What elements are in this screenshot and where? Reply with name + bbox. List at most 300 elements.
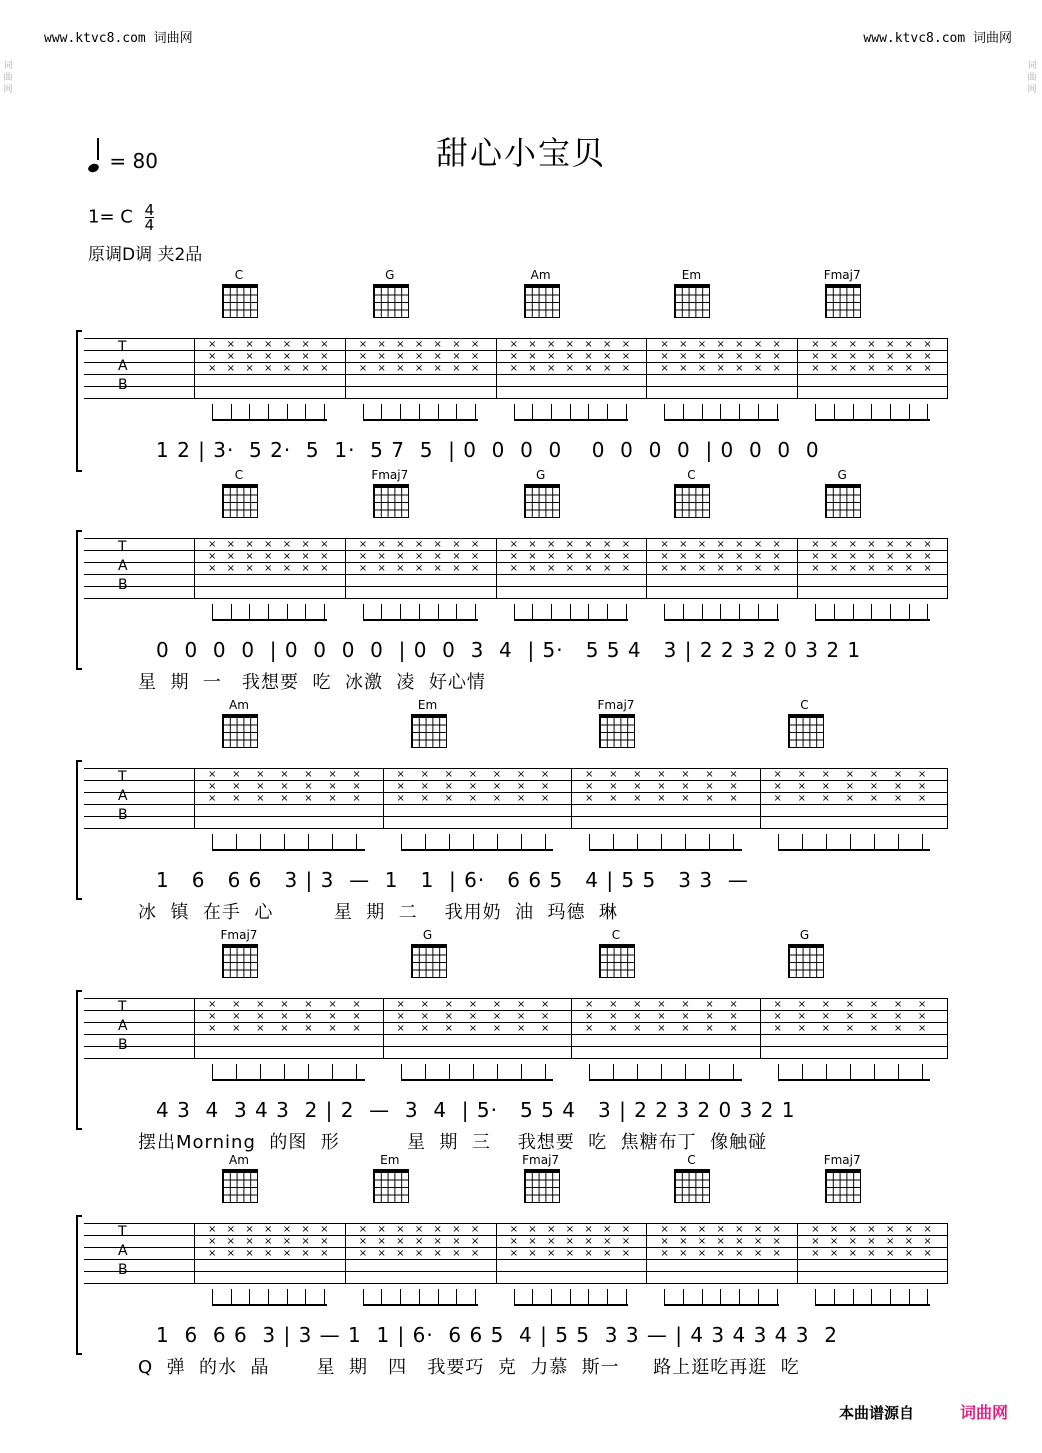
chord-diagram [373,284,409,318]
chord-name: G [837,468,847,482]
strum-mark: × × × [821,769,831,804]
rhythm-stem [514,1289,515,1305]
rhythm-beam [212,619,327,621]
chord-name: C [611,928,621,942]
rhythm-stem [909,404,910,420]
strum-mark: × × × [603,1224,612,1259]
bar-line [383,768,384,828]
rhythm-stem [777,604,778,620]
rhythm-stem [871,604,872,620]
strum-mark: × × × [352,999,361,1034]
rhythm-stem [626,604,627,620]
rhythm-stem [287,604,288,620]
chord-diagram [524,1169,560,1203]
rhythm-stem [733,1064,734,1080]
strum-mark: × × × [546,1224,556,1259]
strum-mark: × × × [320,339,329,374]
rhythm-stem [212,1064,213,1080]
rhythm-stem [588,404,589,420]
rhythm-stem [815,604,816,620]
rhythm-stem [381,404,382,420]
rhythm-stem [874,834,875,850]
strum-mark: × × × [226,339,236,374]
strum-mark: × × × [470,1224,480,1259]
rhythm-stem [449,834,450,850]
key-signature [88,203,154,232]
chord-name: Fmaj7 [823,268,861,282]
strum-mark: × × × [245,339,254,374]
rhythm-stem [363,404,364,420]
rhythm-stem [778,1064,779,1080]
rhythm-stem [212,604,213,620]
rhythm-stem [497,834,498,850]
bar-line [646,538,647,598]
bar-line [571,768,572,828]
score-system [76,268,948,480]
strum-mark: × × × [433,339,442,374]
rhythm-stem [661,834,662,850]
rhythm-stem [419,1289,420,1305]
rhythm-stem [702,604,703,620]
tab-staff-line [84,1046,948,1047]
rhythm-stem [834,604,835,620]
tab-staff-line [84,816,948,817]
rhythm-stem [356,1064,357,1080]
rhythm-stem [613,834,614,850]
strum-mark: × × × [621,1224,631,1259]
rhythm-stem [438,404,439,420]
strum-mark: × × × [917,769,927,804]
rhythm-beam [514,419,629,421]
footer-source: 本曲谱源自 [838,1404,914,1422]
bar-line [797,1223,798,1283]
rhythm-stem [473,1064,474,1080]
rhythm-stem [551,604,552,620]
chord-name: C [687,1153,696,1167]
strum-mark: × × × [660,539,669,574]
rhythm-stem [456,404,457,420]
tab-staff-line [84,598,948,599]
bar-line [947,998,948,1058]
strum-mark: × × × [492,999,502,1034]
chord-diagram [222,1169,258,1203]
rhythm-stem [871,404,872,420]
strum-mark: × × × [603,539,612,574]
chord-name: G [385,268,395,282]
rhythm-stem [308,1064,309,1080]
strum-mark: × × × [584,1224,593,1259]
chord-diagram [411,714,447,748]
time-bottom: 4 [144,216,155,234]
chord-diagram [524,284,560,318]
rhythm-stem [400,1289,401,1305]
tab-clef-letter: A [118,558,128,574]
strum-mark: × × × [320,539,329,574]
rhythm-beam [514,619,629,621]
strum-mark: × × × [452,1224,461,1259]
strum-mark: × × × [377,539,386,574]
rhythm-stem [356,834,357,850]
chord-name: C [234,268,244,282]
strum-mark: × × × [358,1224,368,1259]
rhythm-stem [551,1289,552,1305]
rhythm-stem [514,404,515,420]
rhythm-stem [401,834,402,850]
tab-staff-line [84,828,948,829]
rhythm-stem [607,1289,608,1305]
strum-mark: × × × [301,1224,310,1259]
strum-mark: × × × [528,1224,537,1259]
rhythm-beam [212,1304,327,1306]
strum-mark: × × × [396,1224,405,1259]
strum-mark: × × × [753,1224,763,1259]
tab-clef-letter: B [118,1262,128,1278]
strum-mark: × × × [282,1224,292,1259]
strum-mark: × × × [735,339,744,374]
rhythm-stem [720,404,721,420]
strum-mark: × × × [829,539,839,574]
chord-diagram [599,944,635,978]
strum-mark: × × × [256,769,265,804]
rhythm-stem [834,1289,835,1305]
strum-mark: × × × [280,769,289,804]
rhythm-stem [545,1064,546,1080]
strum-mark: × × × [772,339,781,374]
rhythm-stem [308,834,309,850]
strum-mark: × × × [208,1224,217,1259]
strum-mark: × × × [414,339,424,374]
rhythm-stem [709,834,710,850]
rhythm-stem [758,604,759,620]
tab-clef-letter: A [118,788,128,804]
rhythm-stem [324,404,325,420]
rhythm-beam [212,849,365,851]
rhythm-stem [922,834,923,850]
tab-staff-line [84,398,948,399]
strum-mark: × × × [729,999,738,1034]
chord-diagram [825,284,861,318]
bar-line [760,998,761,1058]
chord-name: C [234,468,244,482]
lyric-line: 星 期 一 我想要 吃 冰激 凌 好心情 [138,672,486,693]
chord-name: G [422,928,433,942]
strum-mark: × × × [917,999,927,1034]
rhythm-stem [702,1289,703,1305]
tab-staff-line [84,1058,948,1059]
strum-mark: × × × [923,539,932,574]
strum-mark: × × × [904,339,914,374]
rhythm-stem [826,1064,827,1080]
rhythm-beam [815,419,930,421]
strum-mark: × × × [396,769,405,804]
strum-mark: × × × [893,999,903,1034]
strum-mark: × × × [893,769,903,804]
strum-mark: × × × [358,339,368,374]
rhythm-stem [231,1289,232,1305]
strum-mark: × × × [444,769,454,804]
rhythm-stem [589,834,590,850]
tab-clef-letter: T [118,999,127,1015]
rhythm-stem [400,604,401,620]
strum-mark: × × × [681,769,690,804]
strum-mark: × × × [282,539,292,574]
strum-mark: × × × [660,339,669,374]
chord-diagram [222,944,258,978]
rhythm-stem [607,604,608,620]
strum-mark: × × × [352,769,361,804]
rhythm-beam [363,419,478,421]
rhythm-stem [777,404,778,420]
strum-mark: × × × [540,769,550,804]
strum-mark: × × × [565,339,575,374]
strum-mark: × × × [452,339,461,374]
chord-name: Fmaj7 [371,468,409,482]
rhythm-stem [381,1289,382,1305]
chord-diagram [373,484,409,518]
chord-diagram [825,484,861,518]
rhythm-stem [853,1289,854,1305]
rhythm-beam [401,1079,554,1081]
rhythm-stem [613,1064,614,1080]
rhythm-beam [815,1304,930,1306]
rhythm-beam [401,849,554,851]
lyric-line: 摆出Morning 的图 形 星 期 三 我想要 吃 焦糖布丁 像触碰 [138,1132,768,1153]
strum-mark: × × × [679,539,688,574]
strum-mark: × × × [245,1224,254,1259]
tab-staff-line [84,1271,948,1272]
rhythm-stem [456,604,457,620]
strum-mark: × × × [328,769,337,804]
strum-mark: × × × [705,999,714,1034]
rhythm-stem [260,834,261,850]
header-right-url: www.ktvc8.com 词曲网 [863,31,1012,46]
rhythm-stem [532,604,533,620]
rhythm-stem [212,404,213,420]
rhythm-stem [607,404,608,420]
strum-mark: × × × [735,1224,744,1259]
jianpu-notation: 4 3 4 3 4 3 2 | 2 — 3 4 | 5· 5 5 4 3 | 2 2 3 2 0 3 2 1 [156,1098,796,1122]
rhythm-stem [425,834,426,850]
strum-mark: × × × [420,999,429,1034]
tempo-marking [88,146,158,173]
strum-mark: × × × [697,539,707,574]
rhythm-stem [363,604,364,620]
rhythm-stem [685,1064,686,1080]
rhythm-beam [664,619,779,621]
strum-mark: × × × [256,999,265,1034]
strum-mark: × × × [584,339,593,374]
rhythm-beam [363,1304,478,1306]
strum-mark: × × × [320,1224,329,1259]
rhythm-stem [626,1289,627,1305]
rhythm-stem [305,1289,306,1305]
score-system [76,468,948,693]
system-bracket [76,530,82,670]
rhythm-stem [236,834,237,850]
strum-mark: × × × [773,999,782,1034]
strum-mark: × × × [304,999,313,1034]
bar-line [496,338,497,398]
strum-mark: × × × [377,339,386,374]
strum-mark: × × × [845,769,855,804]
rhythm-stem [332,1064,333,1080]
tab-clef-letter: T [118,539,127,555]
bar-line [496,538,497,598]
rhythm-stem [231,404,232,420]
strum-mark: × × × [811,339,820,374]
footer-logo: 词曲网 [959,1403,1008,1422]
time-top: 4 [144,201,155,219]
tab-clef-letter: B [118,1037,128,1053]
rhythm-stem [332,834,333,850]
rhythm-stem [637,834,638,850]
strum-mark: × × × [584,539,593,574]
rhythm-stem [758,404,759,420]
chord-diagram [825,1169,861,1203]
strum-mark: × × × [848,539,857,574]
rhythm-stem [425,1064,426,1080]
system-bracket [76,760,82,900]
strum-mark: × × × [301,339,310,374]
rhythm-stem [419,604,420,620]
rhythm-stem [720,1289,721,1305]
quarter-note-stem [97,138,99,160]
rhythm-stem [419,404,420,420]
chord-name: C [687,468,696,482]
lyric-line: Q 弹 的水 晶 星 期 四 我要巧 克 力慕 斯一 路上逛吃再逛 吃 [138,1357,800,1378]
strum-mark: × × × [470,339,480,374]
strum-mark: × × × [697,1224,707,1259]
strum-mark: × × × [923,1224,932,1259]
rhythm-stem [927,1289,928,1305]
strum-mark: × × × [829,339,839,374]
strum-mark: × × × [885,539,895,574]
rhythm-stem [637,1064,638,1080]
strum-mark: × × × [565,539,575,574]
strum-mark: × × × [772,1224,781,1259]
chord-diagram [788,714,824,748]
system-bracket [76,330,82,472]
strum-mark: × × × [679,339,688,374]
rhythm-stem [739,404,740,420]
chord-diagram [599,714,635,748]
rhythm-stem [400,404,401,420]
strum-mark: × × × [848,1224,857,1259]
chord-name: C [800,698,809,712]
rhythm-stem [853,404,854,420]
rhythm-stem [268,404,269,420]
strum-mark: × × × [697,339,707,374]
strum-mark: × × × [208,539,217,574]
strum-mark: × × × [414,539,424,574]
rhythm-stem [874,1064,875,1080]
strum-mark: × × × [753,539,763,574]
strum-mark: × × × [546,339,556,374]
lyric-line: 冰 镇 在手 心 星 期 二 我用奶 油 玛德 琳 [138,902,618,923]
rhythm-stem [438,1289,439,1305]
strum-mark: × × × [716,539,725,574]
rhythm-stem [438,604,439,620]
strum-mark: × × × [660,1224,669,1259]
rhythm-stem [850,1064,851,1080]
chord-diagram [411,944,447,978]
strum-mark: × × × [226,1224,236,1259]
strum-mark: × × × [396,339,405,374]
bar-line [345,1223,346,1283]
strum-mark: × × × [867,339,876,374]
rhythm-stem [890,404,891,420]
chord-diagram [222,284,258,318]
rhythm-stem [551,404,552,420]
chord-name: Em [380,1153,400,1167]
rhythm-stem [260,1064,261,1080]
strum-mark: × × × [621,539,631,574]
rhythm-stem [664,604,665,620]
chord-name: Em [681,268,702,282]
rhythm-stem [626,404,627,420]
strum-mark: × × × [603,339,612,374]
tab-staff-line [84,386,948,387]
strum-mark: × × × [904,1224,914,1259]
bar-line [345,538,346,598]
strum-mark: × × × [304,769,313,804]
chord-name: Em [417,698,438,712]
rhythm-stem [212,834,213,850]
strum-mark: × × × [528,539,537,574]
rhythm-stem [449,1064,450,1080]
strum-mark: × × × [797,999,806,1034]
rhythm-stem [733,834,734,850]
jianpu-notation: 1 6 6 6 3 | 3 — 1 1 | 6· 6 6 5 4 | 5 5 3 3 — [156,868,749,892]
strum-mark: × × × [797,769,806,804]
tempo-value: = 80 [109,149,158,173]
chord-name: G [535,468,546,482]
rhythm-stem [909,604,910,620]
jianpu-notation: 0 0 0 0 | 0 0 0 0 | 0 0 3 4 | 5· 5 5 4 3 | 2 2 3 2 0 3 2 1 [156,638,862,662]
rhythm-stem [570,404,571,420]
jianpu-notation: 1 2 | 3· 5 2· 5 1· 5 7 5 | 0 0 0 0 0 0 0 0 | 0 0 0 0 [156,438,820,462]
strum-mark: × × × [516,999,526,1034]
strum-mark: × × × [885,1224,895,1259]
rhythm-stem [664,1289,665,1305]
rhythm-stem [324,1289,325,1305]
bar-line [947,768,948,828]
strum-mark: × × × [885,339,895,374]
strum-mark: × × × [280,999,289,1034]
rhythm-stem [777,1289,778,1305]
rhythm-stem [815,1289,816,1305]
quarter-note-icon [87,162,100,173]
rhythm-stem [815,404,816,420]
rhythm-stem [890,604,891,620]
chord-diagram [674,484,710,518]
strum-mark: × × × [621,339,631,374]
strum-mark: × × × [540,999,550,1034]
strum-mark: × × × [867,1224,876,1259]
rhythm-stem [401,1064,402,1080]
rhythm-stem [802,834,803,850]
strum-mark: × × × [753,339,763,374]
strum-mark: × × × [904,539,914,574]
rhythm-stem [268,604,269,620]
rhythm-stem [324,604,325,620]
jianpu-notation: 1 6 6 6 3 | 3 — 1 1 | 6· 6 6 5 4 | 5 5 3 3 — | 4 3 4 3 4 3 2 [156,1323,838,1347]
strum-mark: × × × [716,339,725,374]
left-watermark [2,60,14,96]
strum-mark: × × × [470,539,480,574]
strum-mark: × × × [773,769,782,804]
rhythm-beam [363,619,478,621]
